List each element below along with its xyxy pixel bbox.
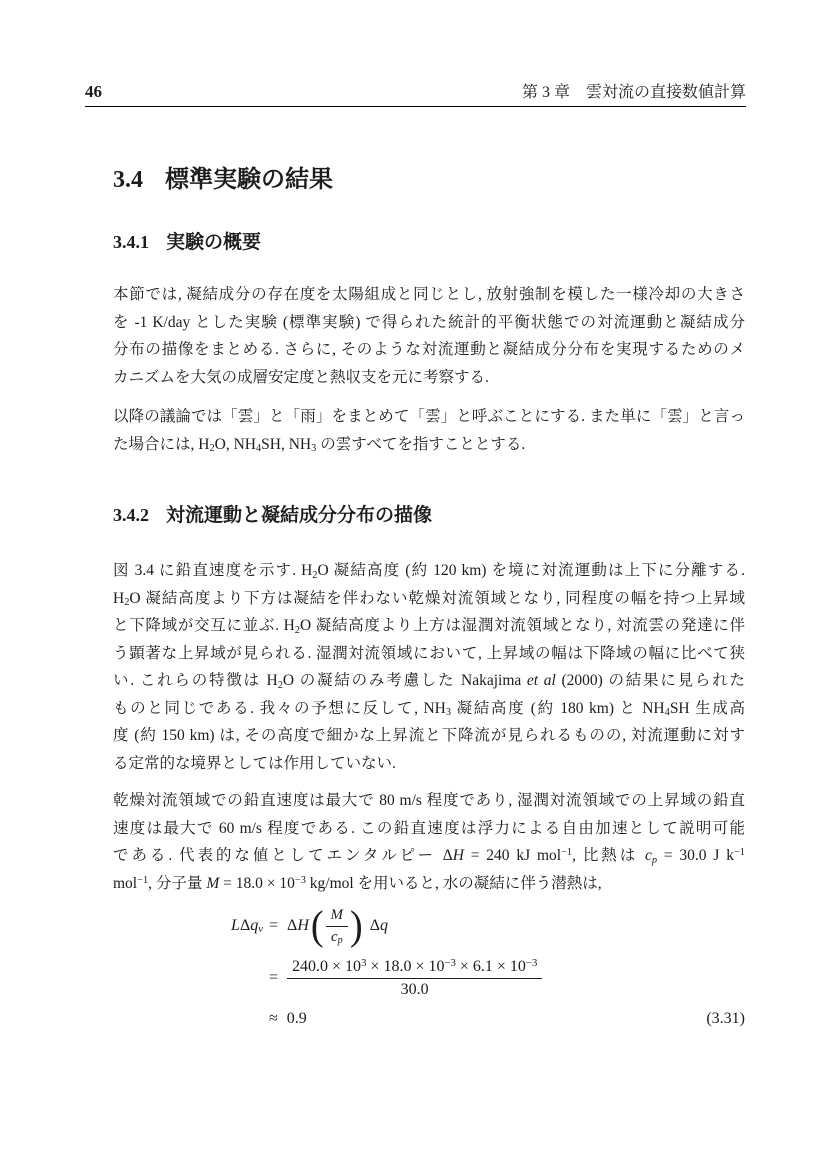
paragraph-line	[113, 722, 745, 750]
text-segment: の雲すべてを指すこととする.	[316, 435, 526, 453]
equation-331	[113, 903, 745, 1031]
paragraph-overview-1	[113, 281, 745, 391]
equation-lhs-empty	[113, 951, 263, 1005]
text-segment: Δ	[287, 917, 298, 934]
section-title: 標準実験の結果	[165, 166, 333, 193]
text-segment: M	[330, 906, 344, 923]
text-segment: Δ	[369, 917, 380, 934]
paragraph-line	[113, 585, 745, 613]
paragraph-line	[113, 750, 745, 778]
text-segment: −1	[561, 847, 573, 859]
paragraph-line	[113, 787, 745, 815]
paragraph-overview-2	[113, 403, 745, 458]
paragraph-line	[113, 309, 745, 337]
paragraph-line	[113, 695, 745, 723]
equation-lhs: L Δ q v	[231, 917, 263, 935]
subsection-title: 対流運動と凝結成分分布の描像	[166, 505, 433, 526]
text-segment: O 凝結高度 (約 120 km) を境に対流運動は上下に分離する.	[317, 562, 745, 579]
text-segment: H	[113, 589, 125, 607]
text-segment: 以降の議論では「雲」と「雨」をまとめて「雲」と呼ぶことにする. また単に「雲」と言っ	[113, 408, 745, 425]
text-segment: q	[380, 917, 388, 934]
text-segment: 2	[312, 569, 318, 581]
paragraph-line	[113, 364, 745, 392]
equals-sign: =	[269, 969, 279, 986]
text-segment: = 18.0 × 10	[219, 874, 295, 892]
text-segment: 凝結高度 (約 180 km) と NH	[451, 699, 665, 717]
paragraph-line	[113, 557, 745, 585]
paragraph-line	[113, 431, 745, 459]
paragraph-velocity	[113, 787, 745, 897]
equals-sign: =	[269, 917, 279, 934]
text-segment: −1	[137, 874, 149, 886]
subsection-title: 実験の概要	[166, 232, 262, 253]
chapter-running-title: 第 3 章 雲対流の直接数値計算	[521, 84, 746, 101]
text-segment: H	[452, 847, 464, 864]
text-segment: −3	[294, 874, 306, 886]
paragraph-line	[113, 640, 745, 668]
paragraph-convection	[113, 557, 745, 777]
text-segment: kg/mol を用いると, 水の凝結に伴う潜熱は,	[305, 874, 602, 892]
text-segment: , 分子量	[148, 874, 207, 892]
left-paren: (	[310, 903, 324, 949]
equation-term-dH	[287, 917, 309, 935]
text-segment: 30.0	[400, 980, 429, 998]
paragraph-line	[113, 815, 745, 843]
text-segment: 4	[664, 707, 670, 719]
text-segment: × 18.0 × 10	[366, 957, 445, 975]
equation-term-dq	[370, 917, 388, 935]
text-segment: 4	[255, 443, 262, 455]
paragraph-line	[113, 281, 745, 309]
text-segment: q	[250, 917, 259, 934]
text-segment: c	[330, 928, 338, 945]
subsection-heading-341	[113, 233, 261, 253]
section-heading	[113, 167, 333, 193]
fraction-numerator	[287, 958, 542, 978]
approx-sign: ≈	[269, 1010, 278, 1027]
text-segment: 2	[209, 443, 215, 455]
text-segment: 0.9	[286, 1010, 307, 1027]
text-segment: −1	[733, 847, 745, 859]
text-segment: 240.0 × 10	[292, 957, 362, 975]
subsection-number: 3.4.2	[113, 505, 149, 525]
paragraph-line	[113, 612, 745, 640]
text-segment: = 30.0 J k	[657, 847, 734, 864]
page-number: 46	[85, 82, 102, 101]
text-segment: 度 (約 150 km) は, その高度で細かな上昇流と下降流が見られるものの, 対流運動に対す	[113, 727, 745, 744]
text-segment: た場合には, H	[113, 435, 210, 453]
text-segment: O の凝結のみ考慮した Nakajima	[282, 672, 527, 689]
fraction-denominator	[326, 926, 349, 946]
text-segment: O 凝結高度より上方は湿潤対流領域となり, 対流雲の発達に伴	[299, 617, 745, 634]
text-segment: う顕著な上昇域が見られる. 湿潤対流領域において, 上昇域の幅は下降域の幅に比べて狭	[113, 644, 745, 662]
text-segment: と下降域が交互に並ぶ. H	[113, 617, 295, 634]
text-segment: SH, NH	[261, 435, 312, 453]
text-segment: 3	[445, 707, 452, 719]
text-segment: 2	[294, 624, 300, 636]
text-segment: い. これらの特徴は H	[113, 672, 278, 689]
text-segment: を -1 K/day とした実験 (標準実験) で得られた統計的平衡状態での対流運動と凝結成分	[113, 313, 745, 331]
text-segment: である. 代表的な値としてエンタルピー Δ	[113, 847, 453, 864]
text-segment: et al	[526, 672, 556, 689]
text-segment: p	[337, 935, 343, 947]
fraction-numeric	[287, 958, 542, 999]
text-segment: 3	[311, 443, 317, 455]
text-segment: O, NH	[214, 435, 256, 453]
text-segment: 分布の描像をまとめる. さらに, そのような対流運動と凝結成分分布を実現するためのメ	[113, 341, 745, 358]
text-segment: SH 生成高	[669, 699, 745, 717]
equation-rhs-line2	[263, 951, 745, 1005]
fraction-denominator	[287, 978, 542, 999]
text-segment: −3	[525, 956, 538, 969]
paragraph-line	[113, 842, 745, 870]
text-segment: 図 3.4 に鉛直速度を示す. H	[113, 562, 313, 579]
text-segment: 3	[361, 956, 367, 969]
text-segment: 乾燥対流領域での鉛直速度は最大で 80 m/s 程度であり, 湿潤対流領域での上昇域の鉛直	[113, 792, 745, 809]
equation-lhs-empty	[113, 1007, 263, 1031]
text-segment: Δ	[239, 917, 251, 934]
page-header	[85, 79, 746, 107]
subsection-number: 3.4.1	[113, 232, 149, 252]
text-segment: × 6.1 × 10	[455, 957, 526, 975]
fraction-M-over-cp	[326, 907, 349, 946]
equation-rhs-line1	[263, 903, 745, 949]
text-segment: = 240 kJ mol	[463, 847, 562, 864]
equation-number: (3.31)	[706, 1010, 745, 1027]
fraction-numerator	[326, 907, 349, 926]
text-segment: L	[231, 917, 240, 934]
equation-rhs-line3	[263, 1007, 745, 1031]
text-segment: O 凝結高度より下方は凝結を伴わない乾燥対流領域となり, 同程度の幅を持つ上昇域	[129, 589, 745, 607]
paragraph-line	[113, 667, 745, 695]
equation-result	[287, 1010, 307, 1028]
paragraph-line	[113, 336, 745, 364]
equation-grid	[113, 903, 745, 1031]
right-paren: )	[350, 903, 363, 949]
paragraph-line	[113, 403, 745, 431]
text-segment: H	[297, 917, 309, 934]
text-segment: る定常的な境界としては作用していない.	[113, 754, 396, 772]
text-segment: , 比熱は	[572, 847, 645, 864]
text-segment: カニズムを大気の成層安定度と熱収支を元に考察する.	[113, 368, 489, 386]
text-segment: 2	[124, 597, 130, 609]
text-segment: (2000) の結果に見られた	[555, 672, 745, 689]
paragraph-line	[113, 870, 745, 898]
text-segment: c	[644, 847, 652, 864]
text-segment: 2	[277, 679, 283, 691]
text-segment: 速度は最大で 60 m/s 程度である. この鉛直速度は浮力による自由加速として説明可能	[113, 819, 745, 837]
text-segment: ものと同じである. 我々の予想に反して, NH	[113, 699, 446, 717]
text-segment: p	[651, 854, 658, 866]
subsection-heading-342	[113, 506, 432, 526]
text-segment: M	[206, 874, 220, 892]
text-segment: 本節では, 凝結成分の存在度を太陽組成と同じとし, 放射強制を模した一様冷却の大きさ	[113, 286, 745, 303]
section-number: 3.4	[113, 167, 143, 193]
text-segment: −3	[444, 956, 456, 969]
text-segment: mol	[113, 874, 138, 892]
